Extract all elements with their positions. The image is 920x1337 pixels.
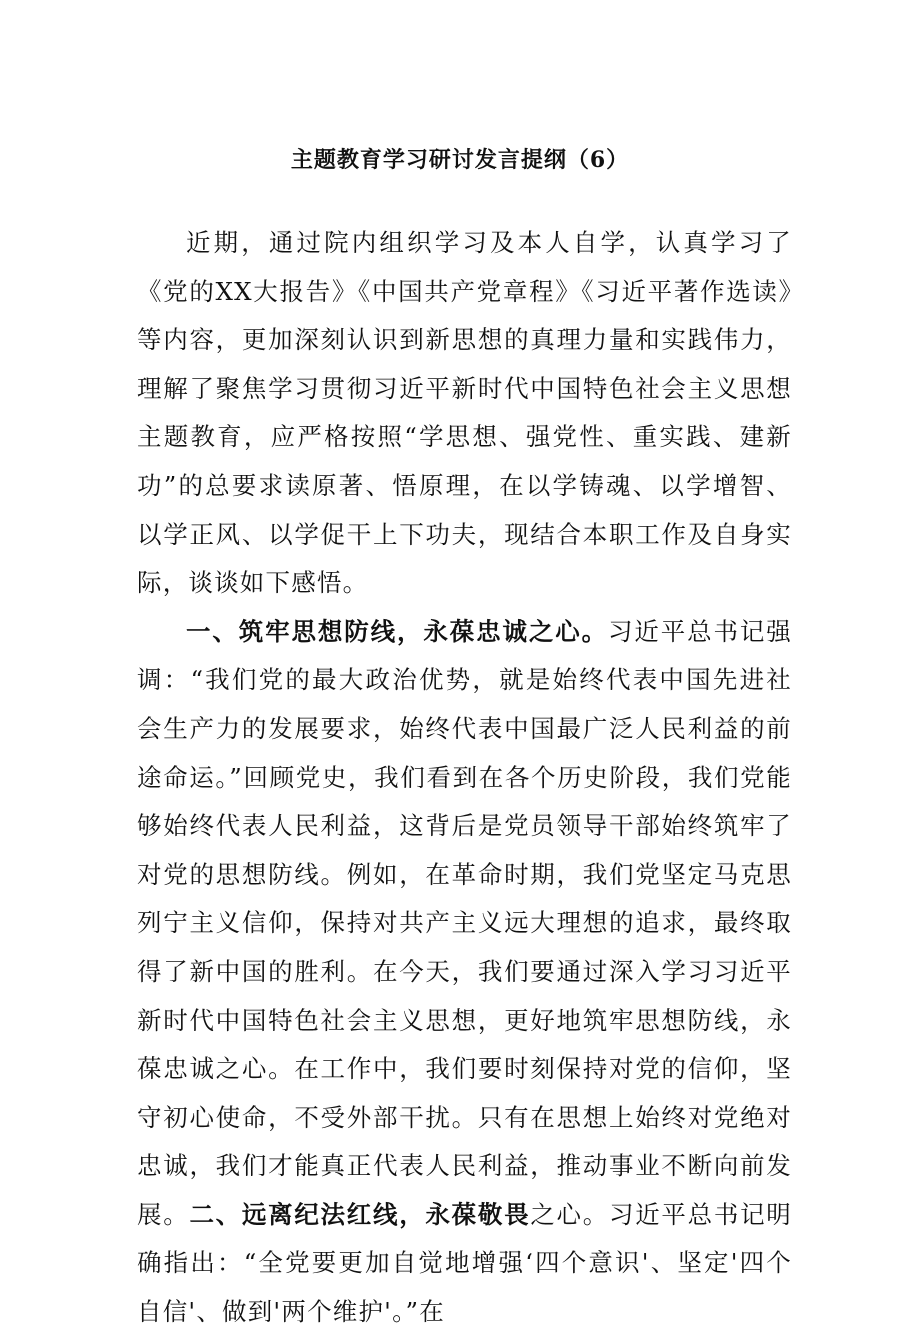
document-body: [137, 219, 792, 1337]
section-1-body: 习近平总书记强调：“我们党的最大政治优势，就是始终代表中国先进社会生产力的发展要求，始终代表中国最广泛人民利益的前途命运。”回顾党史，我们看到在各个历史阶段，我们党能够始终代表人民利益，这背后是党员领导干部始终筑牢了对党的思想防线。例如，在革命时期，我们党坚定马克思列宁主义信仰，保持对共产主义远大理想的追求，最终取得了新中国的胜利。在今天，我们要通过深入学习习近平新时代中国特色社会主义思想，更好地筑牢思想防线，永葆忠诚之心。在工作中，我们要时刻保持对党的信仰，坚守初心使命，不受外部干扰。只有在思想上始终对党绝对忠诚，我们才能真正代表人民利益，推动事业不断向前发展。: [137, 616, 792, 1229]
paragraph-intro: 近期，通过院内组织学习及本人自学，认真学习了《党的XX大报告》《中国共产党章程》《习近平著作选读》等内容，更加深刻认识到新思想的真理力量和实践伟力，理解了聚焦学习贯彻习近平新时代中国特色社会主义思想主题教育，应严格按照“学思想、强党性、重实践、建新功”的总要求读原著、悟原理，在以学铸魂、以学增智、以学正风、以学促干上下功夫，现结合本职工作及自身实际，谈谈如下感悟。: [137, 228, 792, 598]
document-title: 主题教育学习研讨发言提纲（6）: [290, 147, 630, 173]
section-2-body: 之心。习近平总书记明确指出：“全党要更加自觉地增强‘四个意识'、坚定'四个自信'、做到'两个维护'。”在: [137, 1199, 793, 1327]
section-2-heading: 二、远离纪法红线，永葆敬畏: [189, 1199, 531, 1229]
section-1-heading: 一、筑牢思想防线，永葆忠诚之心。: [186, 616, 609, 646]
paragraph-sections: [137, 608, 792, 1337]
